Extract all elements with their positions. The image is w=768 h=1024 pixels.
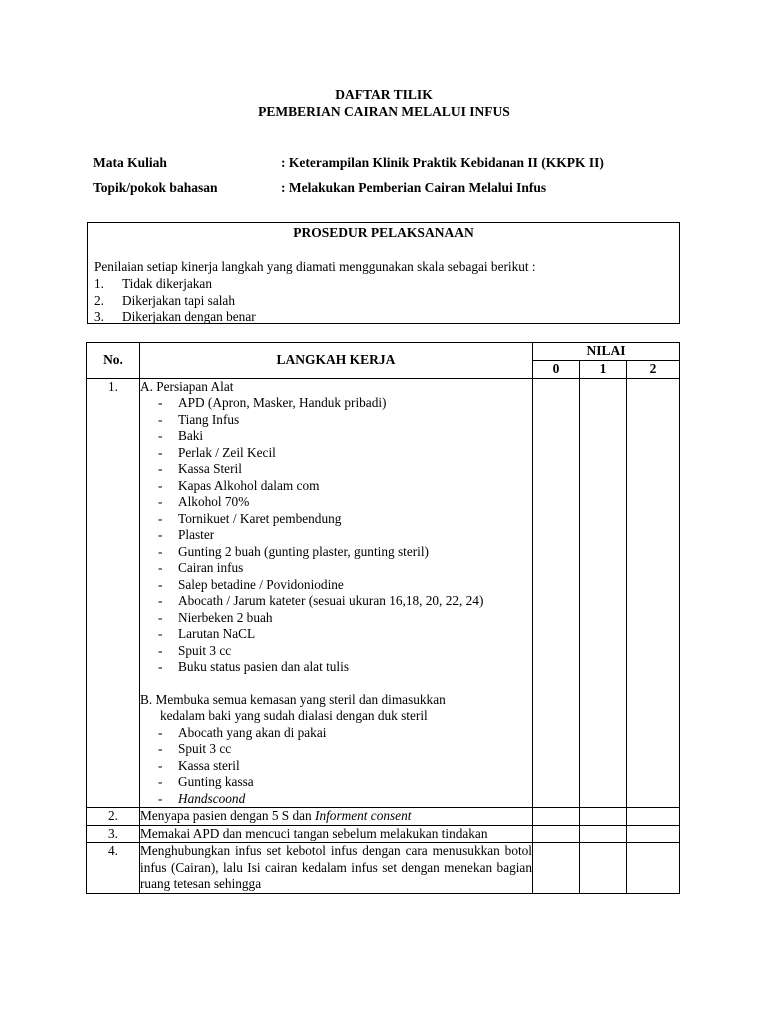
column-header-no: No.: [87, 343, 140, 379]
scale-text: Tidak dikerjakan: [122, 276, 212, 291]
scale-number: 1.: [94, 276, 104, 291]
score-header-0: 0: [533, 361, 580, 379]
document-subtitle: PEMBERIAN CAIRAN MELALUI INFUS: [258, 104, 510, 119]
score-cell-0[interactable]: [533, 808, 580, 826]
list-item: - Alkohol 70%: [158, 494, 532, 511]
equipment-list: [140, 395, 532, 676]
score-cell-0[interactable]: [533, 825, 580, 843]
scale-list: [94, 276, 256, 326]
scale-item: [94, 309, 256, 326]
table-row: [87, 825, 680, 843]
step-cell: [140, 808, 533, 826]
list-item: - Nierbeken 2 buah: [158, 610, 532, 627]
table-row: [87, 808, 680, 826]
section-b-title-cont: kedalam baki yang sudah dialasi dengan duk steril: [160, 708, 428, 723]
list-item: - Tornikuet / Karet pembendung: [158, 511, 532, 528]
list-item: - Gunting kassa: [158, 774, 532, 791]
list-item: - Plaster: [158, 527, 532, 544]
score-header-1: 1: [580, 361, 627, 379]
course-label: Mata Kuliah: [93, 155, 167, 170]
list-item: - Baki: [158, 428, 532, 445]
scale-number: 2.: [94, 292, 104, 308]
row-number: 3.: [87, 825, 140, 843]
column-header-step: LANGKAH KERJA: [140, 343, 533, 379]
score-cell-1[interactable]: [580, 808, 627, 826]
row-number: 2.: [87, 808, 140, 826]
row-number: 4.: [87, 843, 140, 894]
list-item: - Salep betadine / Povidoniodine: [158, 577, 532, 594]
list-item: - Spuit 3 cc: [158, 643, 532, 660]
score-cell-2[interactable]: [627, 378, 680, 808]
scale-item: [94, 293, 256, 310]
italic-item: Handscoond: [178, 790, 246, 806]
row-number: 1.: [87, 378, 140, 808]
course-value: : Keterampilan Klinik Praktik Kebidanan II (KKPK II): [281, 155, 604, 170]
score-header-2: 2: [627, 361, 680, 379]
checklist-table: [86, 342, 680, 894]
list-item: - Abocath / Jarum kateter (sesuai ukuran 16,18, 20, 22, 24): [158, 593, 532, 610]
section-b-title: B. Membuka semua kemasan yang steril dan dimasukkan: [140, 691, 446, 707]
score-cell-2[interactable]: [627, 843, 680, 894]
score-cell-1[interactable]: [580, 378, 627, 808]
table-row: [87, 843, 680, 894]
topic-label: Topik/pokok bahasan: [93, 180, 218, 195]
score-cell-2[interactable]: [627, 808, 680, 826]
sterile-list: [140, 725, 532, 808]
list-item: - Cairan infus: [158, 560, 532, 577]
scale-item: [94, 276, 256, 293]
score-cell-0[interactable]: [533, 843, 580, 894]
scale-text: Dikerjakan dengan benar: [122, 309, 256, 324]
list-item: - Spuit 3 cc: [158, 741, 532, 758]
score-cell-1[interactable]: [580, 825, 627, 843]
list-item: - APD (Apron, Masker, Handuk pribadi): [158, 395, 532, 412]
scale-number: 3.: [94, 309, 104, 324]
step-text-italic: Informent consent: [315, 808, 412, 823]
scale-text: Dikerjakan tapi salah: [122, 292, 235, 308]
column-header-score: NILAI: [533, 343, 680, 361]
list-item: - Kapas Alkohol dalam com: [158, 478, 532, 495]
procedure-box: [87, 222, 680, 324]
procedure-heading: PROSEDUR PELAKSANAAN: [293, 225, 474, 240]
step-text: Menyapa pasien dengan 5 S dan: [140, 808, 316, 823]
table-row: [87, 378, 680, 808]
list-item: [158, 791, 532, 808]
list-item: - Abocath yang akan di pakai: [158, 725, 532, 742]
procedure-intro: Penilaian setiap kinerja langkah yang diamati menggunakan skala sebagai berikut :: [94, 259, 536, 274]
list-item: - Tiang Infus: [158, 412, 532, 429]
score-cell-0[interactable]: [533, 378, 580, 808]
document-title: DAFTAR TILIK: [335, 87, 433, 102]
score-cell-2[interactable]: [627, 825, 680, 843]
list-item: - Perlak / Zeil Kecil: [158, 445, 532, 462]
step-cell: [140, 378, 533, 808]
topic-value: : Melakukan Pemberian Cairan Melalui Infus: [281, 180, 547, 195]
list-item: - Buku status pasien dan alat tulis: [158, 659, 532, 676]
table-header-row: [87, 343, 680, 361]
score-cell-1[interactable]: [580, 843, 627, 894]
step-cell: Memakai APD dan mencuci tangan sebelum melakukan tindakan: [140, 825, 533, 843]
step-cell: Menghubungkan infus set kebotol infus dengan cara menusukkan botol infus (Cairan), lalu Isi cairan kedalam infus set dengan menekan bagian ruang tetesan sehingga: [140, 843, 532, 891]
list-item: - Kassa Steril: [158, 461, 532, 478]
section-a-title: A. Persiapan Alat: [140, 378, 234, 394]
list-item: - Kassa steril: [158, 758, 532, 775]
list-item: - Gunting 2 buah (gunting plaster, gunting steril): [158, 544, 532, 561]
list-item: - Larutan NaCL: [158, 626, 532, 643]
